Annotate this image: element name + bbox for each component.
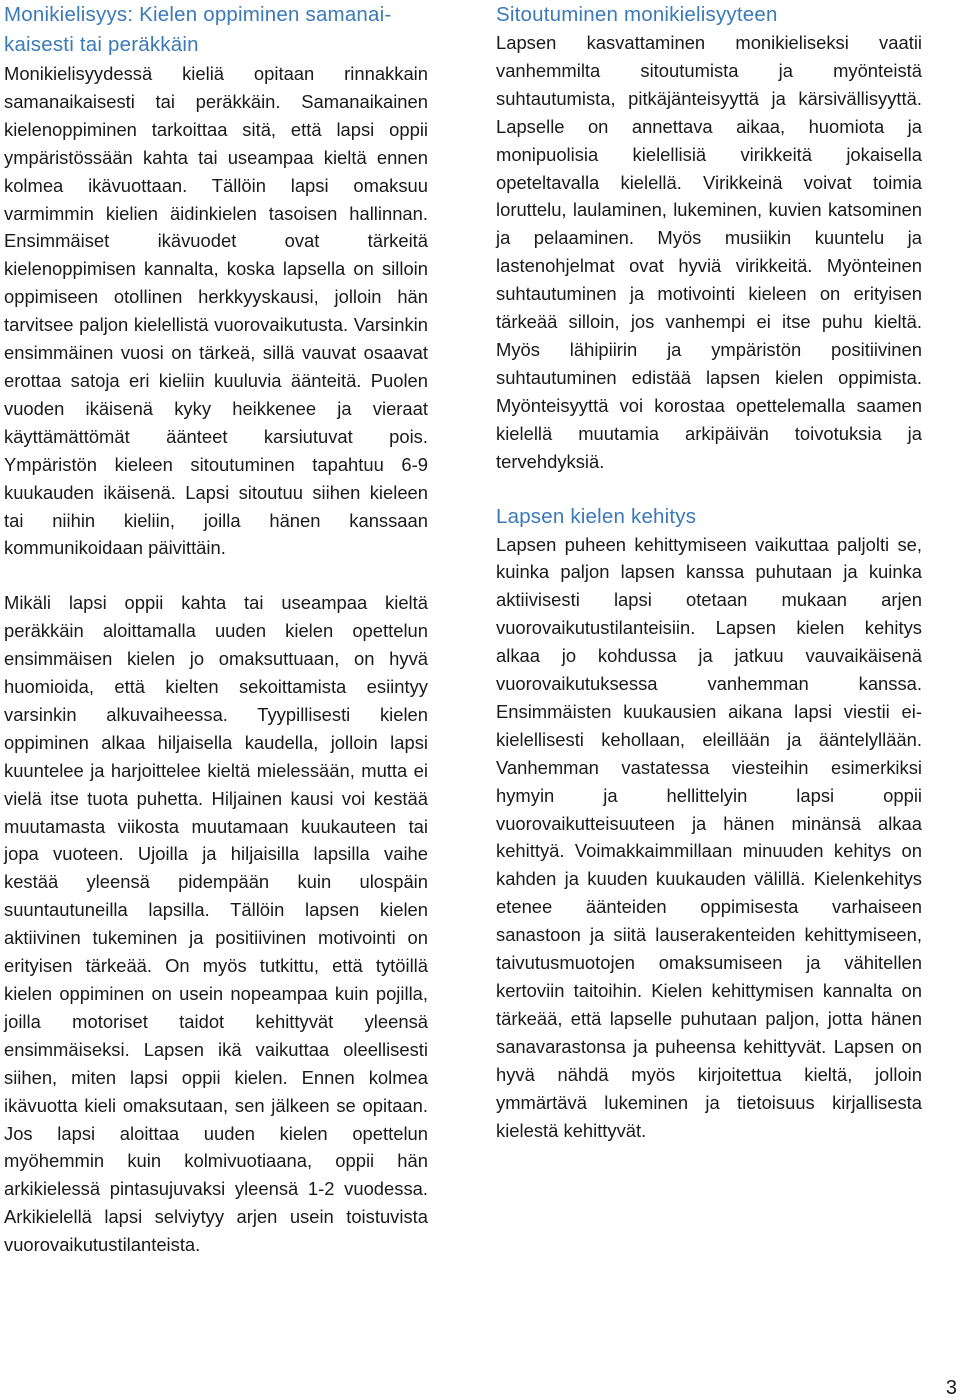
right-column: [496, 0, 922, 1144]
section-heading-language-development: Lapsen kielen kehitys: [496, 504, 697, 528]
paragraph-simultaneous-learning: Monikielisyydessä kieliä opitaan rinnakkain samanaikaisesti tai peräkkäin. Samanaikainen kielenoppiminen tarkoittaa sitä, että lapsi oppii ympäristössään kahta tai useampaa kieltä ennen kolmea ikävuottaan. Tällöin lapsi omaksuu varmimmin kielien äidinkielen tasoisen hallinnan. Ensimmäiset ikävuodet ovat tärkeitä kielenoppimisen kannalta, koska lapsella on silloin oppimiseen otollinen herkkyyskausi, jolloin hän tarvitsee paljon kielellistä vuorovaikutusta. Varsinkin ensimmäinen vuosi on tärkeä, sillä vauvat osaavat erottaa satoja eri kieliin kuuluvia äänteitä. Puolen vuoden ikäisenä kyky heikkenee ja vieraat käyttämättömät äänteet karsiutuvat pois. Ympäristön kieleen sitoutuminen tapahtuu 6-9 kuukauden ikäisenä. Lapsi sitoutuu siihen kieleen tai niihin kieliin, joilla hänen kanssaan kommunikoidaan päivittäin.: [4, 63, 428, 559]
page-number: 3: [945, 1377, 957, 1399]
left-column: [4, 0, 428, 1259]
paragraph-commitment: Lapsen kasvattaminen monikieliseksi vaatii vanhemmilta sitoutumista ja myönteistä suhtautumista, pitkäjänteisyyttä ja kärsivällisyyttä. Lapselle on annettava aikaa, huomiota ja monipuolisia kielellisiä virikkeitä jokaisella opeteltavalla kielellä. Virikkeinä voivat toimia loruttelu, laulaminen, lukeminen, kuvien katsominen ja pelaaminen. Myös musiikin kuuntelu ja lastenohjelmat ovat hyviä virikkeitä. Myönteinen suhtautuminen ja motivointi kieleen on erityisen tärkeää silloin, jos vanhempi ei itse puhu kieltä. Myös lähipiirin ja ympäristön positiivinen suhtautuminen edistää lapsen kielen oppimista. Myönteisyyttä voi korostaa opettelemalla saamen kielellä muutamia arkipäivän toivotuksia ja tervehdyksiä.: [496, 32, 922, 472]
paragraph-language-development: Lapsen puheen kehittymiseen vaikuttaa paljolti se, kuinka paljon lapsen kanssa puhutaan ja kuinka aktiivisesti lapsi otetaan mukaan arjen vuorovaikutustilanteisiin. Lapsen kielen kehitys alkaa jo kohdussa ja jatkuu vauvaikäisenä vuorovaikutuksessa vanhemman kanssa. Ensimmäisten kuukausien aikana lapsi viestii ei-kielellisesti kehollaan, eleillään ja ääntelyllään. Vanhemman vastatessa viesteihin esimerkiksi hymyin ja hellittelyin lapsi oppii vuorovaikutteisuuteen ja hänen minänsä alkaa kehittyä. Voimakkaimmillaan minuuden kehitys on kahden ja kuuden kuukauden välillä. Kielenkehitys etenee äänteiden oppimisesta varhaiseen sanastoon ja siitä lauserakenteiden kehittymiseen, taivutusmuotojen omaksumiseen ja vähitellen kertoviin taitoihin. Kielen kehittymisen kannalta on tärkeää, että lapselle puhutaan paljon, jotta hänen sanavarastonsa ja puheensa kehittyvät. Lapsen on hyvä nähdä myös kirjoitettua kieltä, jolloin ymmärtävä lukeminen ja tietoisuus kirjallisesta kielestä kehittyvät.: [496, 533, 922, 1141]
section-heading-multilingualism: Monikielisyys: Kielen oppiminen samanai- kaisesti tai peräkkäin: [4, 3, 392, 56]
paragraph-sequential-learning: Mikäli lapsi oppii kahta tai useampaa kieltä peräkkäin aloittamalla uuden kielen opettelun ensimmäisen kielen jo omaksuttuaan, on hyvä huomioida, että kielten sekoittamista esiintyy varsinkin alkuvaiheessa. Tyypillisesti kielen oppiminen alkaa hiljaisella kaudella, jolloin lapsi kuuntelee ja harjoittelee kieltä mielessään, mutta ei vielä itse tuota puhetta. Hiljainen kausi voi kestää muutamasta viikosta muutamaan kuukauteen tai jopa vuoteen. Ujoilla ja hiljaisilla lapsilla vaihe kestää yleensä pidempään kuin ulospäin suuntautuneilla lapsilla. Tällöin lapsen kielen aktiivinen tukeminen ja positiivinen motivointi on erityisen tärkeää. On myös tutkittu, että tytöillä kielen oppiminen on usein nopeampaa kuin pojilla, joilla motoriset taidot kehittyvät yleensä ensimmäiseksi. Lapsen ikä vaikuttaa oleellisesti siihen, miten lapsi oppii kielen. Ennen kolmea ikävuotta kieli omaksutaan, sen jälkeen se opitaan. Jos lapsi aloittaa uuden kielen opettelun myöhemmin kuin kolmivuotiaana, oppii hän arkikielessä pintasujuvaksi yleensä 1-2 vuodessa. Arkikielellä lapsi selviytyy arjen usein toistuvista vuorovaikutustilanteista.: [4, 592, 428, 1256]
section-heading-commitment: Sitoutuminen monikielisyyteen: [496, 3, 778, 26]
